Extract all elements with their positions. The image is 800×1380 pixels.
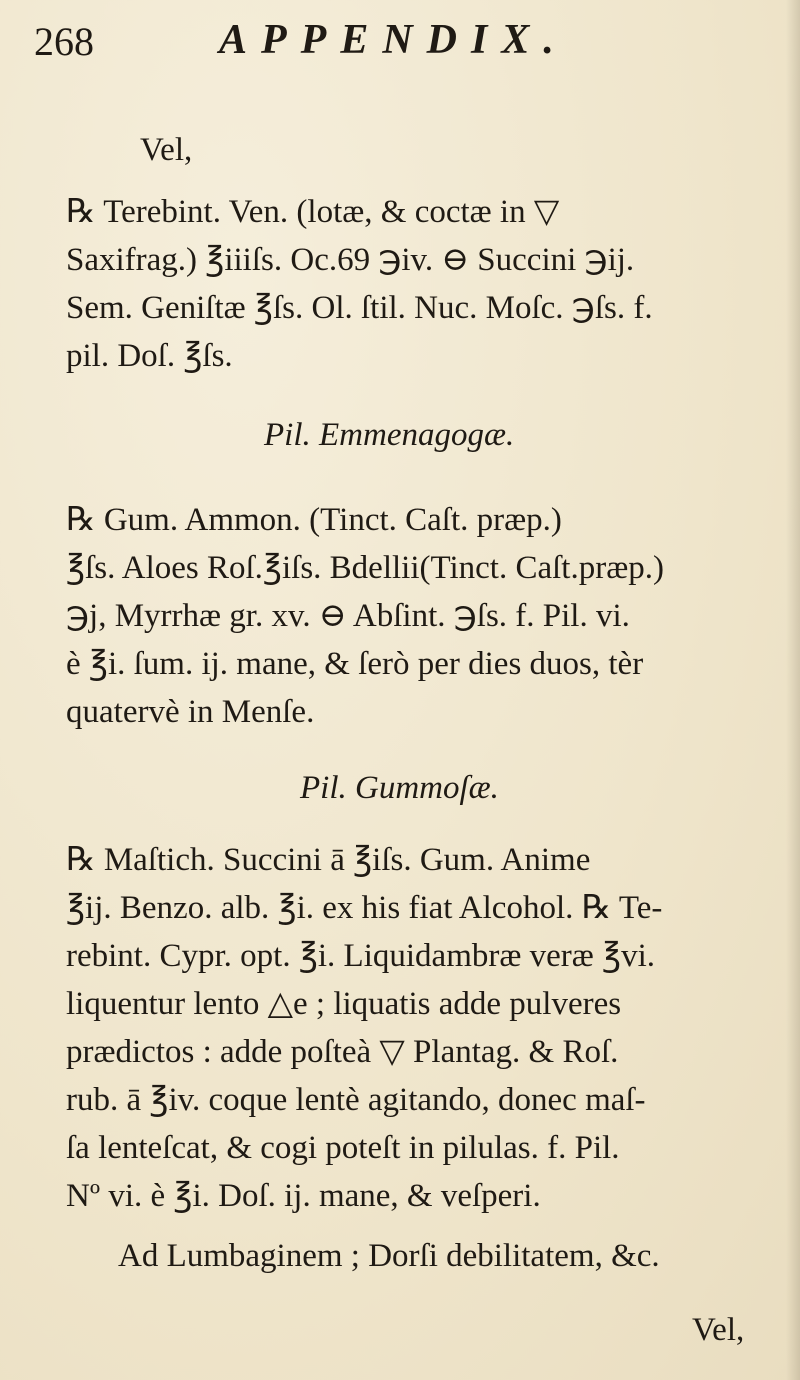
text-line: rebint. Cypr. opt. ℥i. Liquidambræ veræ ℥vi.	[66, 938, 655, 974]
page-edge-shadow	[786, 0, 800, 1380]
text-line: Sem. Geniſtæ ℥ſs. Ol. ſtil. Nuc. Moſc. ℈ſs. f.	[66, 290, 653, 326]
section-heading: Pil. Gummoſæ.	[300, 770, 499, 806]
text-line: ℞ Terebint. Ven. (lotæ, & coctæ in ▽	[66, 194, 560, 230]
catchword: Vel,	[692, 1312, 745, 1348]
text-line: quatervè in Menſe.	[66, 694, 315, 730]
text-line: ℥ij. Benzo. alb. ℥i. ex his fiat Alcohol. ℞ Te-	[66, 890, 663, 926]
text-line: prædictos : adde poſteà ▽ Plantag. & Roſ.	[66, 1034, 619, 1070]
text-line: Saxifrag.) ℥iiiſs. Oc.69 ℈iv. ⊖ Succini ℈ij.	[66, 242, 635, 278]
text-line: ℞ Maſtich. Succini ā ℥iſs. Gum. Anime	[66, 842, 591, 878]
text-line: pil. Doſ. ℥ſs.	[66, 338, 233, 374]
page-header	[34, 12, 774, 72]
text-line: Ad Lumbaginem ; Dorſi debilitatem, &c.	[118, 1238, 660, 1274]
text-line: ℥ſs. Aloes Roſ.℥iſs. Bdellii(Tinct. Caſt.præp.)	[66, 550, 664, 586]
text-line: liquentur lento △e ; liquatis adde pulveres	[66, 986, 622, 1022]
text-line: ℞ Gum. Ammon. (Tinct. Caſt. præp.)	[66, 502, 562, 538]
section-heading: Pil. Emmenagogæ.	[264, 417, 515, 453]
text-line: Nº vi. è ℥i. Doſ. ij. mane, & veſperi.	[66, 1178, 541, 1214]
text-line: ſa lenteſcat, & cogi poteſt in pilulas. f. Pil.	[66, 1130, 620, 1166]
text-line: rub. ā ℥iv. coque lentè agitando, donec maſ-	[66, 1082, 646, 1118]
text-line-vel: Vel,	[140, 132, 193, 168]
text-line: è ℥i. ſum. ij. mane, & ſerò per dies duos, tèr	[66, 646, 644, 682]
running-head: APPENDIX.	[219, 17, 568, 63]
text-line: ℈j, Myrrhæ gr. xv. ⊖ Abſint. ℈ſs. f. Pil. vi.	[66, 598, 630, 634]
page-number: 268	[34, 19, 94, 64]
